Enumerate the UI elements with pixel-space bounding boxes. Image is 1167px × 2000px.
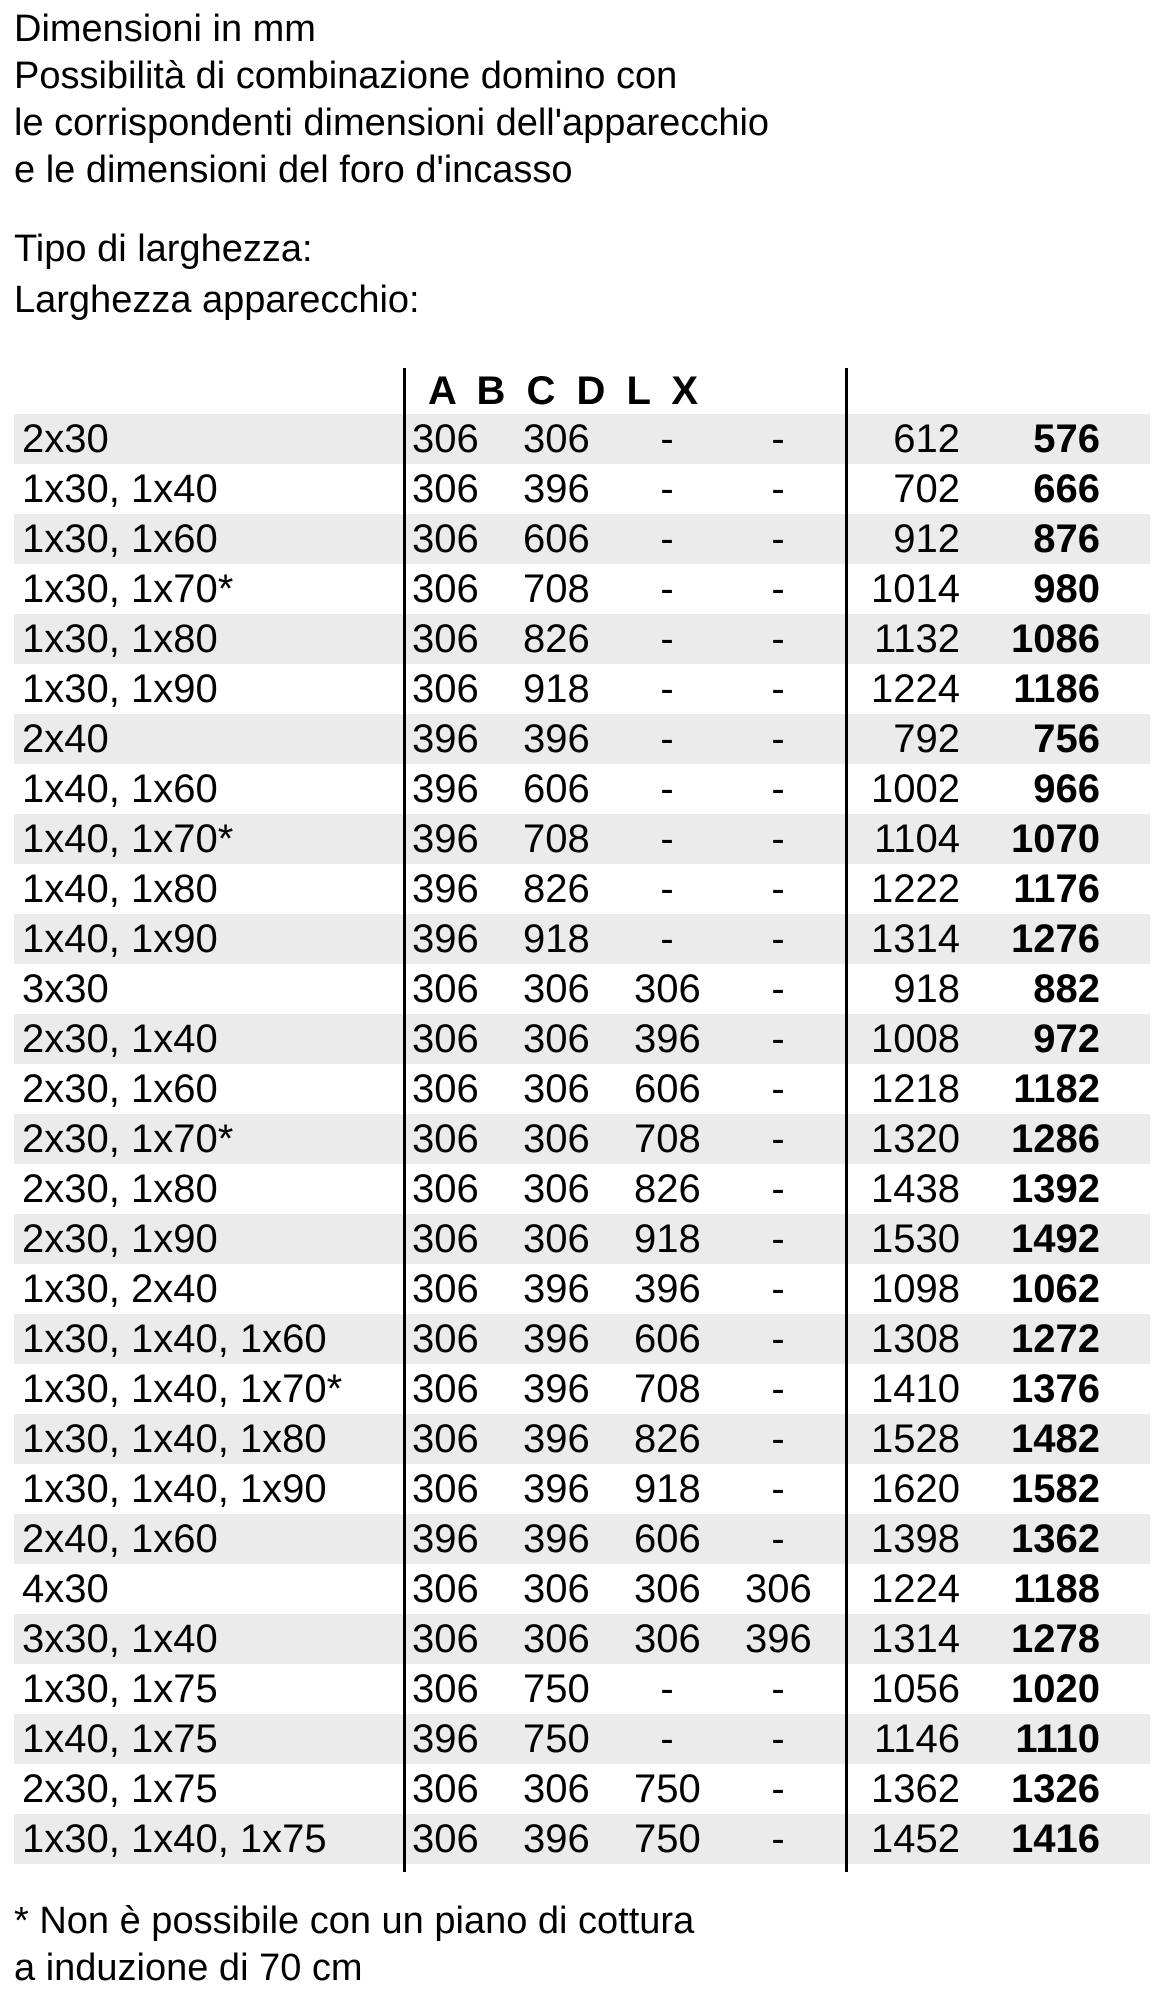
cell-width-b: 306 bbox=[523, 1767, 590, 1811]
cell-width-a: 396 bbox=[412, 1717, 479, 1761]
cell-width-a: 306 bbox=[412, 1817, 479, 1861]
cell-width-b: 396 bbox=[523, 1467, 590, 1511]
table-column-header: A B C D L X bbox=[428, 369, 704, 413]
cell-total-length: 1308 bbox=[871, 1317, 960, 1361]
intro-line-2: le corrispondenti dimensioni dell'apparecchio bbox=[14, 102, 770, 144]
cell-width-a: 306 bbox=[412, 1267, 479, 1311]
cell-combination: 3x30 bbox=[22, 967, 109, 1011]
cell-width-a: 306 bbox=[412, 1767, 479, 1811]
intro-line-1: Possibilità di combinazione domino con bbox=[14, 55, 678, 97]
cell-combination: 1x40, 1x90 bbox=[22, 917, 218, 961]
cell-width-c: 708 bbox=[634, 1367, 701, 1411]
cell-width-a: 306 bbox=[412, 1567, 479, 1611]
table-row bbox=[14, 1714, 1150, 1764]
cell-width-c: 826 bbox=[634, 1167, 701, 1211]
table-row bbox=[14, 714, 1150, 764]
cell-width-a: 306 bbox=[412, 467, 479, 511]
cell-width-d: - bbox=[771, 517, 785, 561]
cell-width-d: - bbox=[771, 967, 785, 1011]
cell-width-b: 396 bbox=[523, 1317, 590, 1361]
cell-width-d: - bbox=[771, 1067, 785, 1111]
cell-combination: 1x40, 1x80 bbox=[22, 867, 218, 911]
cell-width-d: - bbox=[771, 1167, 785, 1211]
cell-width-c: 396 bbox=[634, 1267, 701, 1311]
cell-width-d: - bbox=[771, 667, 785, 711]
cell-width-a: 396 bbox=[412, 767, 479, 811]
cell-width-a: 306 bbox=[412, 967, 479, 1011]
cell-width-d: - bbox=[771, 717, 785, 761]
cell-width-c: - bbox=[660, 517, 674, 561]
cell-width-a: 306 bbox=[412, 1217, 479, 1261]
cell-combination: 1x30, 1x60 bbox=[22, 517, 218, 561]
cell-width-b: 396 bbox=[523, 1817, 590, 1861]
cell-width-d: - bbox=[771, 467, 785, 511]
cell-width-a: 306 bbox=[412, 517, 479, 561]
cell-total-length: 1002 bbox=[871, 767, 960, 811]
table-row bbox=[14, 814, 1150, 864]
cell-total-length: 912 bbox=[893, 517, 960, 561]
cell-total-length: 1398 bbox=[871, 1517, 960, 1561]
cell-width-d: - bbox=[771, 917, 785, 961]
cell-width-c: - bbox=[660, 767, 674, 811]
cell-combination: 2x30, 1x75 bbox=[22, 1767, 218, 1811]
cell-width-a: 306 bbox=[412, 1017, 479, 1061]
cell-total-length: 612 bbox=[893, 417, 960, 461]
table-row bbox=[14, 514, 1150, 564]
footnote-line-1: * Non è possibile con un piano di cottura bbox=[14, 1900, 695, 1942]
cell-cutout-width: 1186 bbox=[1013, 667, 1100, 711]
cell-combination: 1x30, 1x40, 1x80 bbox=[22, 1417, 327, 1461]
cell-width-a: 306 bbox=[412, 567, 479, 611]
cell-combination: 3x30, 1x40 bbox=[22, 1617, 218, 1661]
cell-width-b: 306 bbox=[523, 1117, 590, 1161]
table-row bbox=[14, 1664, 1150, 1714]
cell-total-length: 1528 bbox=[871, 1417, 960, 1461]
cell-width-d: - bbox=[771, 417, 785, 461]
cell-total-length: 1362 bbox=[871, 1767, 960, 1811]
cell-width-a: 396 bbox=[412, 867, 479, 911]
cell-width-a: 396 bbox=[412, 1517, 479, 1561]
cell-width-d: - bbox=[771, 867, 785, 911]
cell-combination: 2x30, 1x90 bbox=[22, 1217, 218, 1261]
cell-total-length: 1314 bbox=[871, 917, 960, 961]
table-row bbox=[14, 1514, 1150, 1564]
cell-cutout-width: 1376 bbox=[1011, 1367, 1100, 1411]
cell-width-c: 396 bbox=[634, 1017, 701, 1061]
cell-combination: 2x30, 1x80 bbox=[22, 1167, 218, 1211]
footnote bbox=[14, 1898, 694, 1992]
cell-total-length: 1146 bbox=[873, 1717, 960, 1761]
cell-width-b: 396 bbox=[523, 1267, 590, 1311]
cell-width-b: 396 bbox=[523, 1517, 590, 1561]
cell-width-a: 306 bbox=[412, 1167, 479, 1211]
cell-total-length: 1098 bbox=[871, 1267, 960, 1311]
cell-combination: 1x30, 1x40, 1x60 bbox=[22, 1317, 327, 1361]
cell-width-d: - bbox=[771, 1017, 785, 1061]
cell-width-a: 396 bbox=[412, 817, 479, 861]
cell-width-b: 306 bbox=[523, 1067, 590, 1111]
cell-width-b: 396 bbox=[523, 1417, 590, 1461]
cell-combination: 1x30, 1x40 bbox=[22, 467, 218, 511]
cell-cutout-width: 1176 bbox=[1013, 867, 1100, 911]
cell-combination: 2x40, 1x60 bbox=[22, 1517, 218, 1561]
cell-width-b: 708 bbox=[523, 567, 590, 611]
cell-width-b: 396 bbox=[523, 717, 590, 761]
cell-width-a: 306 bbox=[412, 1367, 479, 1411]
cell-width-d: - bbox=[771, 617, 785, 661]
cell-combination: 1x30, 1x40, 1x90 bbox=[22, 1467, 327, 1511]
cell-width-d: - bbox=[771, 567, 785, 611]
cell-width-b: 606 bbox=[523, 767, 590, 811]
cell-width-a: 306 bbox=[412, 1417, 479, 1461]
cell-combination: 1x30, 1x80 bbox=[22, 617, 218, 661]
cell-total-length: 1452 bbox=[871, 1817, 960, 1861]
cell-combination: 4x30 bbox=[22, 1567, 109, 1611]
table-row bbox=[14, 464, 1150, 514]
cell-width-b: 750 bbox=[523, 1667, 590, 1711]
cell-width-d: - bbox=[771, 1717, 785, 1761]
cell-width-c: - bbox=[660, 717, 674, 761]
cell-width-a: 306 bbox=[412, 1317, 479, 1361]
cell-combination: 1x30, 1x90 bbox=[22, 667, 218, 711]
cell-width-c: - bbox=[660, 1667, 674, 1711]
cell-combination: 2x30 bbox=[22, 417, 109, 461]
cell-combination: 1x40, 1x70* bbox=[22, 817, 234, 861]
cell-width-b: 918 bbox=[523, 917, 590, 961]
cell-width-d: - bbox=[771, 1417, 785, 1461]
table-row bbox=[14, 914, 1150, 964]
cell-cutout-width: 876 bbox=[1033, 517, 1100, 561]
cell-cutout-width: 1070 bbox=[1011, 817, 1100, 861]
cell-width-b: 306 bbox=[523, 967, 590, 1011]
table-rule-right bbox=[845, 368, 848, 1872]
cell-width-b: 606 bbox=[523, 517, 590, 561]
cell-cutout-width: 1062 bbox=[1011, 1267, 1100, 1311]
table-row bbox=[14, 1764, 1150, 1814]
cell-total-length: 1410 bbox=[871, 1367, 960, 1411]
cell-total-length: 1056 bbox=[871, 1667, 960, 1711]
cell-total-length: 1620 bbox=[871, 1467, 960, 1511]
cell-width-d: - bbox=[771, 1767, 785, 1811]
cell-width-c: 918 bbox=[634, 1217, 701, 1261]
table-row bbox=[14, 1014, 1150, 1064]
cell-total-length: 1218 bbox=[871, 1067, 960, 1111]
cell-width-c: 306 bbox=[634, 1567, 701, 1611]
cell-width-d: - bbox=[771, 1267, 785, 1311]
cell-cutout-width: 1416 bbox=[1011, 1817, 1100, 1861]
cell-width-a: 306 bbox=[412, 1667, 479, 1711]
cell-cutout-width: 1276 bbox=[1011, 917, 1100, 961]
table-row bbox=[14, 1364, 1150, 1414]
appliance-width-label: Larghezza apparecchio: bbox=[14, 279, 420, 321]
cell-width-c: 918 bbox=[634, 1467, 701, 1511]
cell-width-a: 396 bbox=[412, 717, 479, 761]
cell-width-c: - bbox=[660, 417, 674, 461]
cell-width-d: - bbox=[771, 1817, 785, 1861]
cell-width-a: 306 bbox=[412, 1117, 479, 1161]
intro-line-3: e le dimensioni del foro d'incasso bbox=[14, 149, 573, 191]
table-row bbox=[14, 1464, 1150, 1514]
cell-width-a: 306 bbox=[412, 1467, 479, 1511]
cell-combination: 1x40, 1x60 bbox=[22, 767, 218, 811]
cell-width-a: 306 bbox=[412, 417, 479, 461]
table-row bbox=[14, 1814, 1150, 1864]
cell-width-d: - bbox=[771, 767, 785, 811]
table-row bbox=[14, 564, 1150, 614]
intro-line-units: Dimensioni in mm bbox=[14, 8, 316, 50]
cell-total-length: 1224 bbox=[871, 667, 960, 711]
table-row bbox=[14, 614, 1150, 664]
table-caption-labels bbox=[14, 224, 420, 326]
table-row bbox=[14, 1214, 1150, 1264]
cell-combination: 2x30, 1x40 bbox=[22, 1017, 218, 1061]
cell-width-c: - bbox=[660, 567, 674, 611]
cell-total-length: 1530 bbox=[871, 1217, 960, 1261]
cell-cutout-width: 980 bbox=[1033, 567, 1100, 611]
cell-cutout-width: 882 bbox=[1033, 967, 1100, 1011]
table-row bbox=[14, 1314, 1150, 1364]
cell-cutout-width: 666 bbox=[1033, 467, 1100, 511]
cell-width-b: 750 bbox=[523, 1717, 590, 1761]
cell-cutout-width: 576 bbox=[1033, 417, 1100, 461]
cell-combination: 1x30, 1x40, 1x70* bbox=[22, 1367, 343, 1411]
cell-width-b: 306 bbox=[523, 1617, 590, 1661]
cell-width-d: - bbox=[771, 817, 785, 861]
cell-total-length: 1104 bbox=[873, 817, 960, 861]
cell-width-b: 396 bbox=[523, 467, 590, 511]
cell-total-length: 1224 bbox=[871, 1567, 960, 1611]
cell-total-length: 792 bbox=[893, 717, 960, 761]
cell-width-c: 750 bbox=[634, 1767, 701, 1811]
cell-cutout-width: 1286 bbox=[1011, 1117, 1100, 1161]
cell-cutout-width: 1326 bbox=[1011, 1767, 1100, 1811]
cell-width-b: 306 bbox=[523, 1167, 590, 1211]
cell-width-c: 306 bbox=[634, 967, 701, 1011]
cell-width-a: 306 bbox=[412, 1067, 479, 1111]
cell-cutout-width: 756 bbox=[1033, 717, 1100, 761]
footnote-line-2: a induzione di 70 cm bbox=[14, 1947, 363, 1989]
cell-total-length: 918 bbox=[893, 967, 960, 1011]
cell-combination: 2x30, 1x70* bbox=[22, 1117, 234, 1161]
cell-combination: 1x30, 1x40, 1x75 bbox=[22, 1817, 327, 1861]
cell-width-c: - bbox=[660, 467, 674, 511]
cell-width-d: 306 bbox=[745, 1567, 812, 1611]
cell-width-d: - bbox=[771, 1467, 785, 1511]
cell-cutout-width: 972 bbox=[1033, 1017, 1100, 1061]
cell-cutout-width: 1110 bbox=[1015, 1717, 1100, 1761]
cell-cutout-width: 1582 bbox=[1011, 1467, 1100, 1511]
page-intro bbox=[14, 6, 769, 194]
table-row bbox=[14, 1614, 1150, 1664]
cell-width-a: 306 bbox=[412, 667, 479, 711]
table-row bbox=[14, 664, 1150, 714]
table-row bbox=[14, 1264, 1150, 1314]
cell-cutout-width: 966 bbox=[1033, 767, 1100, 811]
cell-cutout-width: 1086 bbox=[1011, 617, 1100, 661]
cell-width-d: - bbox=[771, 1317, 785, 1361]
cell-combination: 1x30, 1x75 bbox=[22, 1667, 218, 1711]
cell-width-c: 826 bbox=[634, 1417, 701, 1461]
dimension-table bbox=[0, 368, 1167, 1878]
cell-width-d: - bbox=[771, 1367, 785, 1411]
cell-total-length: 1222 bbox=[871, 867, 960, 911]
cell-cutout-width: 1492 bbox=[1011, 1217, 1100, 1261]
cell-width-b: 708 bbox=[523, 817, 590, 861]
cell-total-length: 702 bbox=[893, 467, 960, 511]
table-row bbox=[14, 764, 1150, 814]
cell-width-c: 606 bbox=[634, 1067, 701, 1111]
cell-width-b: 306 bbox=[523, 1567, 590, 1611]
table-row bbox=[14, 1414, 1150, 1464]
table-rule-left bbox=[403, 368, 406, 1872]
cell-width-b: 396 bbox=[523, 1367, 590, 1411]
cell-width-a: 396 bbox=[412, 917, 479, 961]
cell-width-b: 918 bbox=[523, 667, 590, 711]
cell-total-length: 1008 bbox=[871, 1017, 960, 1061]
cell-width-c: 708 bbox=[634, 1117, 701, 1161]
cell-width-c: - bbox=[660, 1717, 674, 1761]
table-row bbox=[14, 1164, 1150, 1214]
cell-width-c: 750 bbox=[634, 1817, 701, 1861]
cell-width-b: 826 bbox=[523, 617, 590, 661]
cell-width-d: - bbox=[771, 1667, 785, 1711]
cell-cutout-width: 1278 bbox=[1011, 1617, 1100, 1661]
cell-total-length: 1320 bbox=[871, 1117, 960, 1161]
table-row bbox=[14, 964, 1150, 1014]
cell-width-b: 306 bbox=[523, 1017, 590, 1061]
table-row bbox=[14, 864, 1150, 914]
cell-width-c: - bbox=[660, 867, 674, 911]
cell-cutout-width: 1020 bbox=[1011, 1667, 1100, 1711]
table-row bbox=[14, 1114, 1150, 1164]
cell-cutout-width: 1392 bbox=[1011, 1167, 1100, 1211]
cell-width-d: - bbox=[771, 1517, 785, 1561]
cell-width-c: - bbox=[660, 817, 674, 861]
cell-width-b: 306 bbox=[523, 1217, 590, 1261]
cell-width-c: 606 bbox=[634, 1517, 701, 1561]
cell-width-b: 306 bbox=[523, 417, 590, 461]
cell-width-c: - bbox=[660, 917, 674, 961]
cell-width-b: 826 bbox=[523, 867, 590, 911]
cell-combination: 2x40 bbox=[22, 717, 109, 761]
cell-total-length: 1314 bbox=[871, 1617, 960, 1661]
cell-width-c: - bbox=[660, 667, 674, 711]
cell-total-length: 1438 bbox=[871, 1167, 960, 1211]
cell-combination: 1x30, 1x70* bbox=[22, 567, 234, 611]
cell-width-c: - bbox=[660, 617, 674, 661]
cell-cutout-width: 1362 bbox=[1011, 1517, 1100, 1561]
cell-cutout-width: 1182 bbox=[1013, 1067, 1100, 1111]
cell-combination: 2x30, 1x60 bbox=[22, 1067, 218, 1111]
width-type-label: Tipo di larghezza: bbox=[14, 228, 313, 270]
cell-width-d: 396 bbox=[745, 1617, 812, 1661]
cell-width-d: - bbox=[771, 1217, 785, 1261]
cell-cutout-width: 1272 bbox=[1011, 1317, 1100, 1361]
cell-width-a: 306 bbox=[412, 1617, 479, 1661]
cell-width-a: 306 bbox=[412, 617, 479, 661]
cell-cutout-width: 1482 bbox=[1011, 1417, 1100, 1461]
cell-width-c: 606 bbox=[634, 1317, 701, 1361]
cell-total-length: 1014 bbox=[871, 567, 960, 611]
table-row bbox=[14, 1564, 1150, 1614]
table-row bbox=[14, 1064, 1150, 1114]
cell-combination: 1x30, 2x40 bbox=[22, 1267, 218, 1311]
cell-total-length: 1132 bbox=[873, 617, 960, 661]
cell-combination: 1x40, 1x75 bbox=[22, 1717, 218, 1761]
table-row bbox=[14, 414, 1150, 464]
cell-cutout-width: 1188 bbox=[1013, 1567, 1100, 1611]
cell-width-c: 306 bbox=[634, 1617, 701, 1661]
cell-width-d: - bbox=[771, 1117, 785, 1161]
